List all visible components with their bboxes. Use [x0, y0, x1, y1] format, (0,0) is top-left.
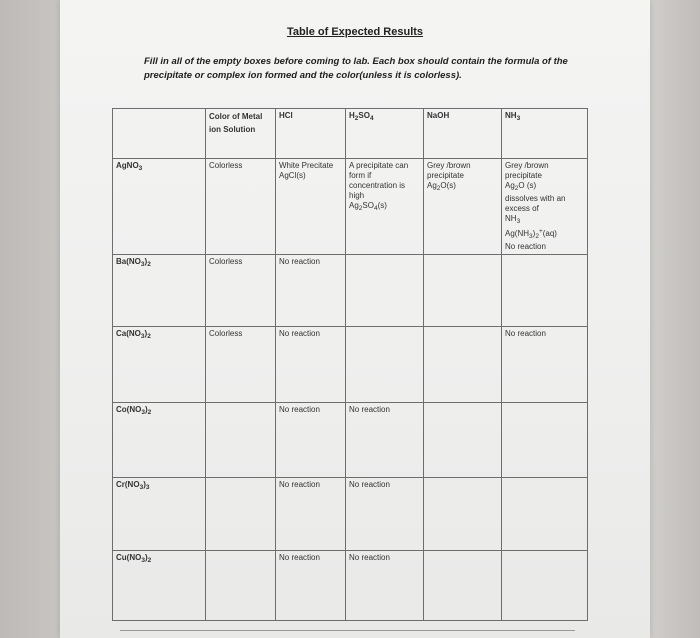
cell-cu-nh3 — [502, 551, 588, 621]
table-row — [113, 327, 588, 403]
cell-ba-hcl: No reaction — [276, 255, 346, 327]
cell-co-hcl: No reaction — [276, 403, 346, 478]
header-color-of-metal-ion: Color of Metal ion Solution — [206, 109, 276, 159]
cell-ca-h2so4 — [346, 327, 424, 403]
cell-ca-nh3: No reaction — [502, 327, 588, 403]
cell-cr-h2so4: No reaction — [346, 478, 424, 551]
cell-ba-h2so4 — [346, 255, 424, 327]
instructions-text: Fill in all of the empty boxes before coming to lab. Each box should contain the formula of the precipitate or complex ion formed and the color(unless it is colorless). — [144, 56, 568, 81]
table-row — [113, 403, 588, 478]
cell-ca-naoh — [424, 327, 502, 403]
page-title: Table of Expected Results — [286, 26, 424, 38]
header-h2so4: $H_2SO_4$ — [346, 109, 424, 159]
cell-agno3-h2so4: A precipitate can form if concentration is high $Ag_2SO_4(s)$ — [346, 159, 424, 255]
row-label-cr-no3-3: $Cr(NO_3)_3$ — [113, 478, 206, 551]
row-label-ba-no3-2: $Ba(NO_3)_2$ — [113, 255, 206, 327]
cell-agno3-hcl: White Precitate AgCl(s) — [276, 159, 346, 255]
cell-cr-color — [206, 478, 276, 551]
row-label-cu-no3-2: $Cu(NO_3)_2$ — [113, 551, 206, 621]
header-naoh: NaOH — [424, 109, 502, 159]
cell-cr-nh3 — [502, 478, 588, 551]
header-nh3: $NH_3$ — [502, 109, 588, 159]
table-header-row — [113, 109, 588, 159]
cell-co-naoh — [424, 403, 502, 478]
cell-ba-color: Colorless — [206, 255, 276, 327]
header-corner-cell — [113, 109, 206, 159]
cell-agno3-naoh: Grey /brown precipitate $Ag_2O(s)$ — [424, 159, 502, 255]
cell-agno3-nh3: Grey /brown precipitate $Ag_2O$ (s) dissolves with an excess of $NH_3$ $Ag(NH_3)_2^+(aq)$ No reaction — [502, 159, 588, 255]
table-row — [113, 255, 588, 327]
cell-co-h2so4: No reaction — [346, 403, 424, 478]
cell-cu-color — [206, 551, 276, 621]
cell-ba-naoh — [424, 255, 502, 327]
cell-cu-h2so4: No reaction — [346, 551, 424, 621]
row-label-co-no3-2: $Co(NO_3)_2$ — [113, 403, 206, 478]
expected-results-table — [112, 108, 588, 621]
cell-co-nh3 — [502, 403, 588, 478]
table-row — [113, 551, 588, 621]
cell-ca-hcl: No reaction — [276, 327, 346, 403]
table-row — [113, 159, 588, 255]
cell-co-color — [206, 403, 276, 478]
table-row — [113, 478, 588, 551]
cell-cu-hcl: No reaction — [276, 551, 346, 621]
background-right — [645, 0, 700, 638]
cell-ca-color: Colorless — [206, 327, 276, 403]
cell-ba-nh3 — [502, 255, 588, 327]
cell-agno3-color: Colorless — [206, 159, 276, 255]
cell-cu-naoh — [424, 551, 502, 621]
cell-cr-naoh — [424, 478, 502, 551]
bottom-rule — [120, 630, 575, 631]
row-label-ca-no3-2: $Ca(NO_3)_2$ — [113, 327, 206, 403]
header-hcl: HCl — [276, 109, 346, 159]
cell-cr-hcl: No reaction — [276, 478, 346, 551]
row-label-agno3: AgNO$_3$ — [113, 159, 206, 255]
